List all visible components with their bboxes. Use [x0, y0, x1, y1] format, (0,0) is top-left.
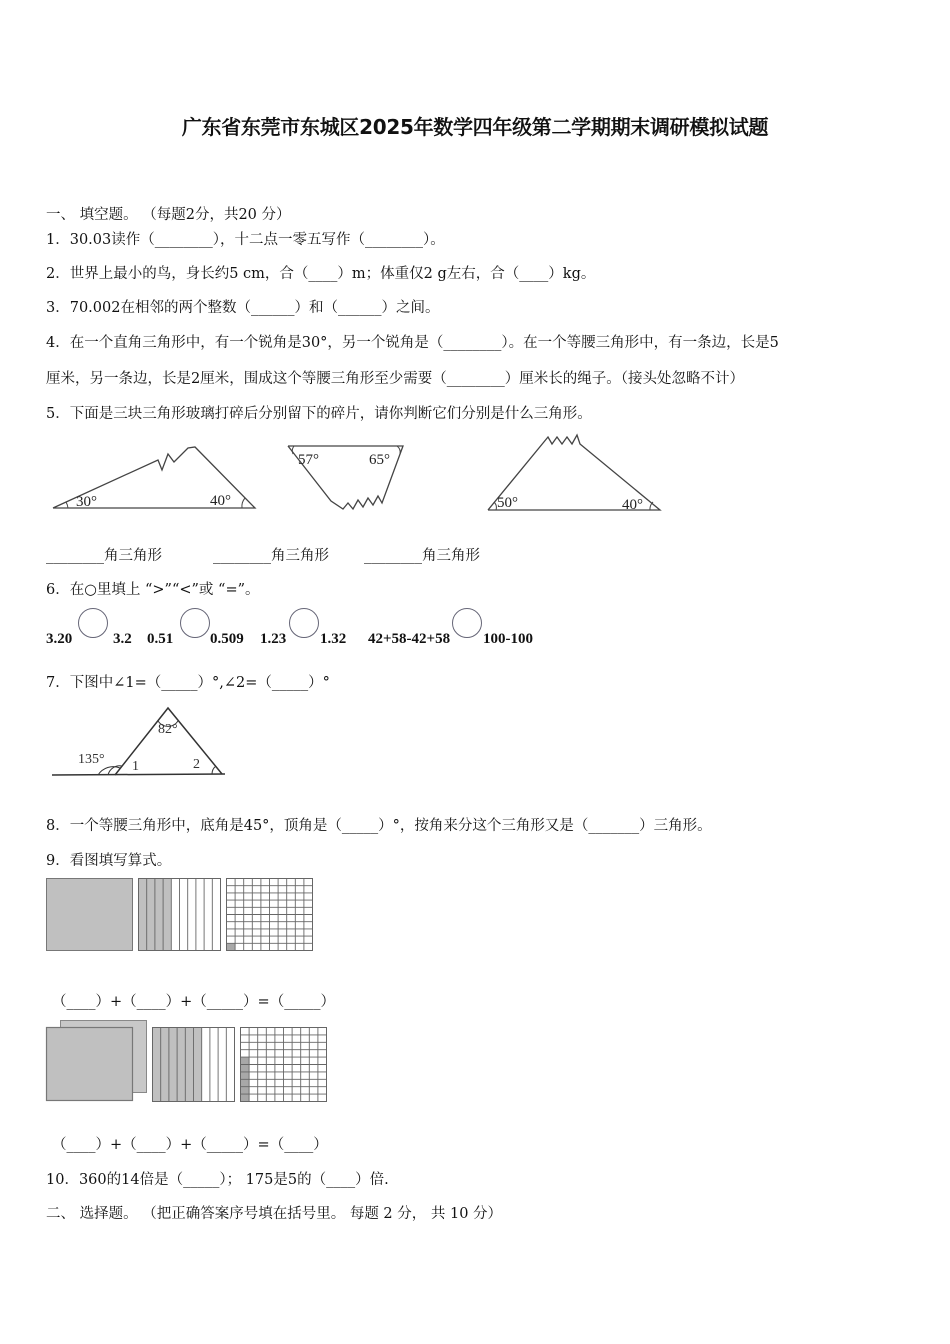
broken-triangle-figure-1	[50, 440, 260, 515]
q5-answer-1: ________角三角形	[46, 548, 162, 564]
question-8: 8．一个等腰三角形中，底角是45°，顶角是（_____）°，按角来分这个三角形又是（_______）三角形。	[46, 818, 712, 834]
page-title: 广东省东莞市东城区2025年数学四年级第二学期期末调研模拟试题	[181, 115, 769, 139]
q9-set-2-tenths-grid	[152, 1027, 236, 1103]
section-1-heading: 一、 填空题。 （每题2分，共20 分）	[46, 207, 291, 223]
svg-text:57°: 57°	[298, 452, 319, 468]
question-7: 7．下图中∠1=（_____）°,∠2=（_____）°	[46, 675, 330, 691]
svg-text:1: 1	[132, 759, 139, 774]
svg-text:135°: 135°	[78, 752, 105, 767]
question-3: 3．70.002在相邻的两个整数（______）和（______）之间。	[46, 300, 440, 316]
section-2-heading: 二、 选择题。 （把正确答案序号填在括号里。 每题 2 分， 共 10 分）	[46, 1206, 503, 1222]
broken-triangle-figure-3	[485, 432, 665, 517]
question-10: 10．360的14倍是（_____）； 175是5的（____）倍.	[46, 1172, 389, 1188]
q9-set-2-hundredths-grid	[240, 1027, 328, 1103]
q9-set-1-whole-square	[46, 878, 134, 952]
svg-text:40°: 40°	[622, 497, 643, 513]
q5-answer-2: ________角三角形	[213, 548, 329, 564]
svg-text:50°: 50°	[497, 495, 518, 511]
broken-triangle-figure-2	[285, 443, 410, 523]
q9-set-1-tenths-grid	[138, 878, 222, 952]
svg-text:40°: 40°	[210, 493, 231, 509]
question-4-line-2: 厘米，另一条边，长是2厘米，围成这个等腰三角形至少需要（________）厘米长的绳子。（接头处忽略不计）	[46, 371, 744, 387]
q9-formula-2: （____）+（____）+（_____）=（____）	[52, 1137, 328, 1153]
comparison-circle-3[interactable]	[289, 608, 319, 638]
svg-text:30°: 30°	[76, 494, 97, 510]
triangle-angle-figure	[50, 700, 230, 780]
svg-text:82°: 82°	[158, 722, 178, 737]
q6-comparison-row	[46, 608, 646, 648]
q5-answer-3: ________角三角形	[364, 548, 480, 564]
q9-formula-1: （____）+（____）+（_____）=（_____）	[52, 994, 335, 1010]
svg-text:65°: 65°	[369, 452, 390, 468]
q6-item-2-right: 0.509	[210, 631, 244, 647]
question-2: 2．世界上最小的鸟，身长约5 cm，合（____）m；体重仅2 g左右，合（____）kg。	[46, 266, 596, 282]
q9-set-2-whole-squares	[46, 1020, 150, 1102]
comparison-circle-4[interactable]	[452, 608, 482, 638]
svg-text:2: 2	[193, 757, 200, 772]
q6-item-1-left: 3.20	[46, 631, 73, 647]
comparison-circle-2[interactable]	[180, 608, 210, 638]
q6-item-3-left: 1.23	[260, 631, 287, 647]
comparison-circle-1[interactable]	[78, 608, 108, 638]
q6-item-3-right: 1.32	[320, 631, 347, 647]
question-4-line-1: 4．在一个直角三角形中，有一个锐角是30°，另一个锐角是（________）。在一个等腰三角形中，有一条边，长是5	[46, 335, 779, 351]
question-9: 9．看图填写算式。	[46, 853, 172, 869]
question-5: 5．下面是三块三角形玻璃打碎后分别留下的碎片，请你判断它们分别是什么三角形。	[46, 406, 592, 422]
q6-item-4-left: 42+58-42+58	[368, 631, 451, 647]
question-1: 1．30.03读作（________），十二点一零五写作（________）。	[46, 232, 445, 248]
q6-item-1-right: 3.2	[113, 631, 132, 647]
question-6: 6．在○里填上 “>”“<”或 “=”。	[46, 582, 260, 598]
q6-item-2-left: 0.51	[147, 631, 174, 647]
q6-item-4-right: 100-100	[483, 631, 533, 647]
q9-set-1-hundredths-grid	[226, 878, 314, 952]
